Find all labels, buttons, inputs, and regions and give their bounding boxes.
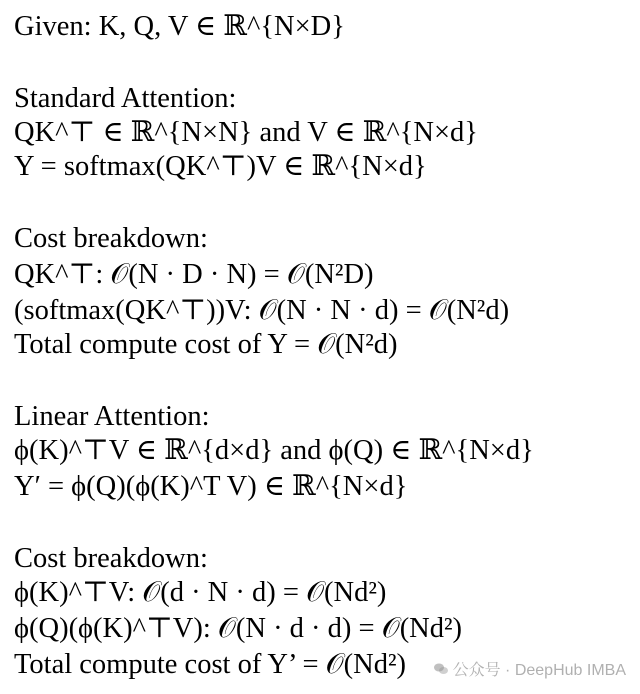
linear-attention-y-line: Y′ = ϕ(Q)(ϕ(K)^T V) ∈ ℝ^{N×d}	[14, 471, 408, 502]
given-line: Given: K, Q, V ∈ ℝ^{N×D}	[14, 11, 345, 42]
qk-cost-line: QK^⊤: 𝒪(N · D · N) = 𝒪(N²D)	[14, 259, 374, 290]
standard-attention-qk-line: QK^⊤ ∈ ℝ^{N×N} and V ∈ ℝ^{N×d}	[14, 117, 478, 148]
standard-attention-heading: Standard Attention:	[14, 83, 237, 114]
linear-attention-phi-line: ϕ(K)^⊤V ∈ ℝ^{d×d} and ϕ(Q) ∈ ℝ^{N×d}	[14, 435, 534, 466]
total-cost-y-line: Total compute cost of Y = 𝒪(N²d)	[14, 329, 398, 360]
cost-breakdown-heading-2: Cost breakdown:	[14, 543, 208, 574]
total-cost-yprime-line: Total compute cost of Y’ = 𝒪(Nd²)	[14, 649, 406, 680]
wechat-icon	[433, 661, 449, 677]
softmax-cost-line: (softmax(QK^⊤))V: 𝒪(N · N · d) = 𝒪(N²d)	[14, 295, 510, 326]
phik-v-cost-line: ϕ(K)^⊤V: 𝒪(d · N · d) = 𝒪(Nd²)	[14, 577, 387, 608]
cost-breakdown-heading-1: Cost breakdown:	[14, 223, 208, 254]
watermark	[433, 657, 626, 680]
phiq-cost-line: ϕ(Q)(ϕ(K)^⊤V): 𝒪(N · d · d) = 𝒪(Nd²)	[14, 613, 463, 644]
standard-attention-y-line: Y = softmax(QK^⊤)V ∈ ℝ^{N×d}	[14, 151, 427, 182]
linear-attention-heading: Linear Attention:	[14, 401, 210, 432]
watermark-text: 公众号 · DeepHub IMBA	[452, 662, 626, 679]
